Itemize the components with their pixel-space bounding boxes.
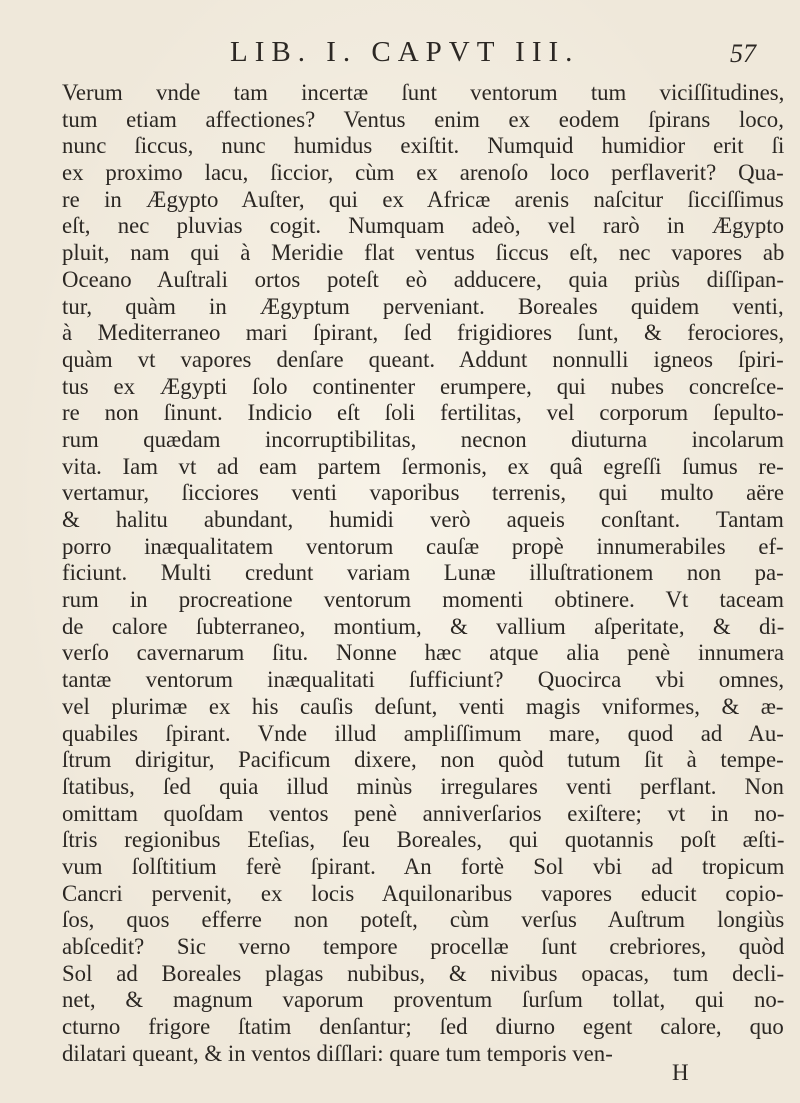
text-line: re non ſinunt. Indicio eſt ſoli fertilitas, vel corporum ſepulto- [62, 400, 784, 426]
text-line: Cancri pervenit, ex locis Aquilonaribus vapores educit copio- [62, 880, 784, 906]
text-line: porro inæqualitatem ventorum cauſæ propè innumerabiles ef- [62, 533, 784, 559]
text-line: Sol ad Boreales plagas nubibus, & nivibus opacas, tum decli- [62, 960, 785, 986]
text-line: ſtatibus, ſed quia illud minùs irregulares venti perflant. Non [62, 773, 784, 799]
body-text [62, 80, 792, 1067]
text-line: rum in procreatione ventorum momenti obtinere. Vt taceam [62, 587, 785, 613]
text-line: ſtris regionibus Eteſias, ſeu Boreales, qui quotannis poſt æſti- [62, 827, 785, 853]
text-line: abſcedit? Sic verno tempore procellæ ſunt crebriores, quòd [62, 934, 785, 959]
text-line: quàm vt vapores denſare queant. Addunt nonnulli igneos ſpiri- [62, 346, 784, 372]
text-line: omittam quoſdam ventos penè anniverſarios exiſtere; vt in no- [62, 800, 785, 826]
text-line: de calore ſubterraneo, montium, & vallium aſperitate, & di- [62, 613, 785, 639]
text-line: tantæ ventorum inæqualitati ſufficiunt? Quocirca vbi omnes, [62, 667, 785, 693]
text-line: nunc ſiccus, nunc humidus exiſtit. Numquid humidior erit ſi [62, 133, 785, 159]
text-line: & halitu abundant, humidi verò aqueis conſtant. Tantam [62, 507, 784, 532]
text-line: cturno frigore ſtatim denſantur; ſed diurno egent calore, quo [62, 1014, 784, 1040]
text-line: eſt, nec pluvias cogit. Numquam adeò, vel rarò in Ægypto [62, 213, 785, 239]
text-line: ſtrum dirigitur, Pacificum dixere, non quòd tutum ſit à tempe- [62, 747, 784, 773]
text-line: à Mediterraneo mari ſpirant, ſed frigidiores ſunt, & ferociores, [62, 320, 785, 346]
text-line: quabiles ſpirant. Vnde illud ampliſſimum mare, quod ad Au- [62, 720, 784, 746]
text-line: dilatari queant, & in ventos diſſlari: quare tum temporis ven- [62, 1040, 613, 1066]
text-line: vita. Iam vt ad eam partem ſermonis, ex quâ egreſſi ſumus re- [62, 453, 784, 479]
text-line: ex proximo lacu, ſiccior, cùm ex arenoſo loco perflaverit? Qua- [62, 160, 784, 186]
text-line: vum ſolſtitium ferè ſpirant. An fortè Sol vbi ad tropicum [62, 853, 785, 879]
text-line: vertamur, ſicciores venti vaporibus terrenis, qui multo aëre [62, 480, 785, 506]
text-line: ficiunt. Multi credunt variam Lunæ illuſtrationem non pa- [62, 560, 784, 586]
text-line: rum quædam incorruptibilitas, necnon diuturna incolarum [62, 426, 785, 452]
chapter-heading: LIB. I. CAPVT III. [230, 36, 580, 68]
text-line: Oceano Auſtrali ortos poteſt eò adducere, quia priùs diſſipan- [62, 266, 784, 292]
text-line: net, & magnum vaporum proventum ſurſum tollat, qui no- [62, 987, 785, 1013]
text-line: pluit, nam qui à Meridie flat ventus ſiccus eſt, nec vapores ab [62, 240, 785, 266]
text-line: Verum vnde tam incertæ ſunt ventorum tum viciſſitudines, [62, 80, 785, 105]
text-line: tur, quàm in Ægyptum perveniant. Boreales quidem venti, [62, 293, 784, 319]
text-line: vel plurimæ ex his cauſis deſunt, venti magis vniformes, & æ- [62, 693, 784, 719]
text-line: tum etiam affectiones? Ventus enim ex eodem ſpirans loco, [62, 106, 784, 132]
page-number: 57 [730, 39, 756, 68]
text-line: verſo cavernarum ſitu. Nonne hæc atque alia penè innumera [62, 640, 785, 666]
signature-mark: H [672, 1060, 689, 1085]
text-line: ſos, quos efferre non poteſt, cùm verſus Auſtrum longiùs [62, 907, 785, 933]
running-head [0, 36, 800, 76]
text-line: re in Ægypto Auſter, qui ex Africæ arenis naſcitur ſicciſſimus [62, 186, 784, 212]
text-line: tus ex Ægypti ſolo continenter erumpere, qui nubes concreſce- [62, 373, 784, 399]
